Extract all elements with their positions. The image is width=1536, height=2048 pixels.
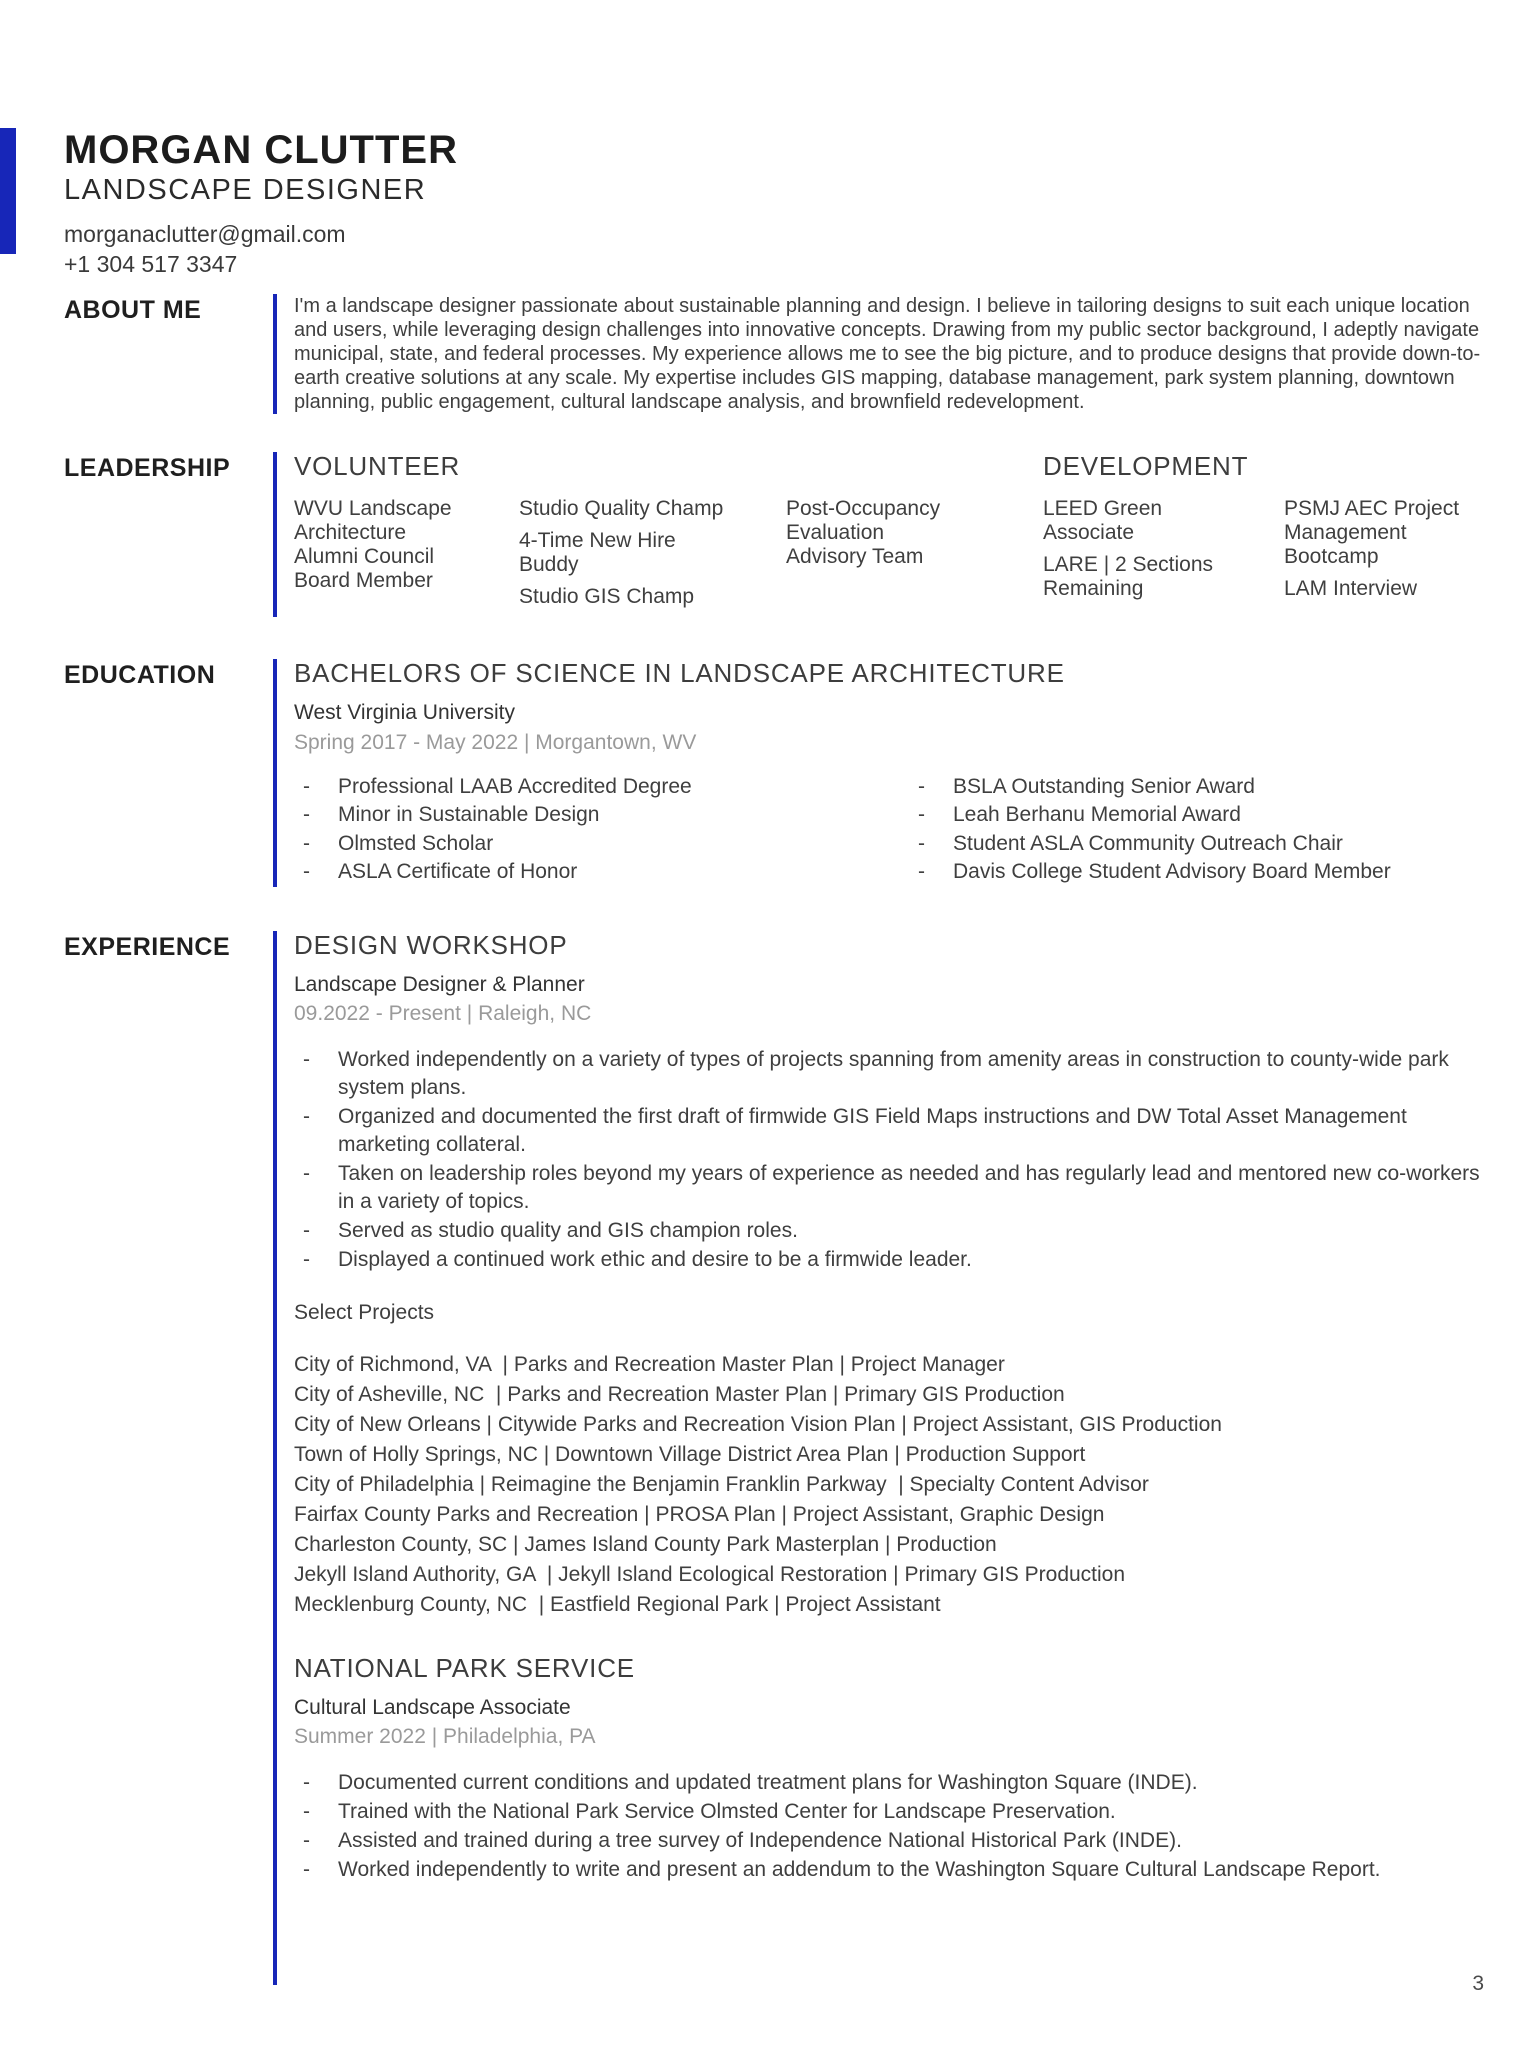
list-item: - Taken on leadership roles beyond my years of experience as needed and has regularly lead and mentored new co-workers in a variety of topics. <box>294 1160 1489 1216</box>
job-design-workshop <box>294 931 1496 1620</box>
job-bullets <box>294 1769 1489 1884</box>
school-name: West Virginia University <box>294 700 515 724</box>
section-education <box>64 659 1496 887</box>
project-line: City of New Orleans | Citywide Parks and Recreation Vision Plan | Project Assistant, GIS Production <box>294 1413 1222 1437</box>
project-line: Jekyll Island Authority, GA | Jekyll Island Ecological Restoration | Primary GIS Production <box>294 1563 1126 1587</box>
select-projects-heading: Select Projects <box>294 1301 435 1324</box>
volunteer-group <box>294 452 1043 617</box>
project-line: City of Philadelphia | Reimagine the Benjamin Franklin Parkway | Specialty Content Advisor <box>294 1473 1149 1497</box>
experience-body <box>273 931 1496 1986</box>
list-item: - BSLA Outstanding Senior Award <box>909 773 1496 802</box>
list-item: - Worked independently on a variety of types of projects spanning from amenity areas in construction to county-wide park system plans. <box>294 1046 1489 1102</box>
company-name: NATIONAL PARK SERVICE <box>294 1653 635 1684</box>
list-item: Studio GIS Champ <box>519 584 695 608</box>
list-item: Post-Occupancy Evaluation Advisory Team <box>786 496 941 568</box>
project-line: City of Richmond, VA | Parks and Recreation Master Plan | Project Manager <box>294 1353 1005 1377</box>
education-dates: Spring 2017 - May 2022 | Morgantown, WV <box>294 730 697 754</box>
accent-bar <box>0 128 16 254</box>
section-about <box>64 294 1496 414</box>
list-item: LAM Interview <box>1284 576 1418 600</box>
company-name: DESIGN WORKSHOP <box>294 929 568 960</box>
job-bullets <box>294 1046 1489 1274</box>
development-heading: DEVELOPMENT <box>1043 450 1249 481</box>
job-role: Cultural Landscape Associate <box>294 1696 571 1720</box>
volunteer-column <box>786 497 966 617</box>
list-item: - Trained with the National Park Service Olmsted Center for Landscape Preservation. <box>294 1798 1489 1826</box>
development-column <box>1043 497 1233 609</box>
list-item: - Documented current conditions and updated treatment plans for Washington Square (INDE). <box>294 1769 1489 1797</box>
resume-header <box>0 0 1536 278</box>
list-item: - Organized and documented the first draft of firmwide GIS Field Maps instructions and DW Total Asset Management marketing collateral. <box>294 1103 1489 1159</box>
project-line: Charleston County, SC | James Island County Park Masterplan | Production <box>294 1533 997 1557</box>
section-label-experience: EXPERIENCE <box>64 932 231 961</box>
list-item: - Displayed a continued work ethic and desire to be a firmwide leader. <box>294 1246 1489 1274</box>
phone-text: +1 304 517 3347 <box>64 251 238 278</box>
volunteer-column <box>294 497 464 617</box>
list-item: - ASLA Certificate of Honor <box>294 858 909 887</box>
volunteer-column <box>519 497 734 617</box>
volunteer-heading: VOLUNTEER <box>294 450 461 481</box>
project-line: City of Asheville, NC | Parks and Recreation Master Plan | Primary GIS Production <box>294 1383 1065 1407</box>
list-item: - Davis College Student Advisory Board Member <box>909 858 1496 887</box>
about-body <box>273 294 1496 414</box>
education-body <box>273 659 1496 887</box>
section-experience <box>64 931 1496 1994</box>
person-job-title: LANDSCAPE DESIGNER <box>64 174 427 206</box>
volunteer-columns <box>294 497 1043 617</box>
section-label-about: ABOUT ME <box>64 295 202 324</box>
list-item: LEED Green Associate <box>1043 496 1163 544</box>
list-item: - Leah Berhanu Memorial Award <box>909 801 1496 830</box>
job-dates: 09.2022 - Present | Raleigh, NC <box>294 1001 592 1025</box>
section-leadership <box>64 452 1496 617</box>
list-item: - Assisted and trained during a tree survey of Independence National Historical Park (INDE). <box>294 1827 1489 1855</box>
section-label-education: EDUCATION <box>64 660 216 689</box>
person-name: MORGAN CLUTTER <box>64 128 458 172</box>
page-number: 3 <box>1472 1972 1484 1995</box>
job-national-park-service <box>294 1654 1496 1884</box>
section-label-leadership: LEADERSHIP <box>64 453 231 482</box>
education-bullets-left <box>294 773 909 887</box>
education-bullets <box>294 773 1496 887</box>
project-line: Fairfax County Parks and Recreation | PROSA Plan | Project Assistant, Graphic Design <box>294 1503 1105 1527</box>
job-dates: Summer 2022 | Philadelphia, PA <box>294 1725 596 1749</box>
list-item: - Minor in Sustainable Design <box>294 801 909 830</box>
about-paragraph: I'm a landscape designer passionate about sustainable planning and design. I believe in tailoring designs to suit each unique location and users, while leveraging design challenges into innovative concepts. Drawing from my public sector background, I adeptly navigate municipal, state, and federal processes. My experience allows me to see the big picture, and to produce designs that provide down-to-earth creative solutions at any scale. My expertise includes GIS mapping, database management, park system planning, downtown planning, public engagement, cultural landscape analysis, and brownfield redevelopment. <box>294 294 1481 413</box>
education-bullets-right <box>909 773 1496 887</box>
list-item: - Olmsted Scholar <box>294 830 909 859</box>
list-item: LARE | 2 Sections Remaining <box>1043 552 1214 600</box>
leadership-groups <box>294 452 1496 617</box>
development-group <box>1043 452 1496 617</box>
development-column <box>1284 497 1474 609</box>
job-role: Landscape Designer & Planner <box>294 972 585 996</box>
list-item: PSMJ AEC Project Management Bootcamp <box>1284 496 1460 568</box>
leadership-body <box>273 452 1496 617</box>
list-item: - Served as studio quality and GIS champion roles. <box>294 1217 1489 1245</box>
projects-list <box>294 1350 1496 1620</box>
list-item: - Professional LAAB Accredited Degree <box>294 773 909 802</box>
email-text: morganaclutter@gmail.com <box>64 220 346 247</box>
list-item: - Student ASLA Community Outreach Chair <box>909 830 1496 859</box>
development-columns <box>1043 497 1496 609</box>
list-item: 4-Time New Hire Buddy <box>519 528 676 576</box>
list-item: WVU Landscape Architecture Alumni Council Board Member <box>294 496 452 592</box>
degree-title: BACHELORS OF SCIENCE IN LANDSCAPE ARCHITECTURE <box>294 657 1065 688</box>
project-line: Town of Holly Springs, NC | Downtown Village District Area Plan | Production Support <box>294 1443 1086 1467</box>
list-item: Studio Quality Champ <box>519 496 724 520</box>
list-item: - Worked independently to write and present an addendum to the Washington Square Cultural Landscape Report. <box>294 1856 1489 1884</box>
project-line: Mecklenburg County, NC | Eastfield Regional Park | Project Assistant <box>294 1593 941 1617</box>
